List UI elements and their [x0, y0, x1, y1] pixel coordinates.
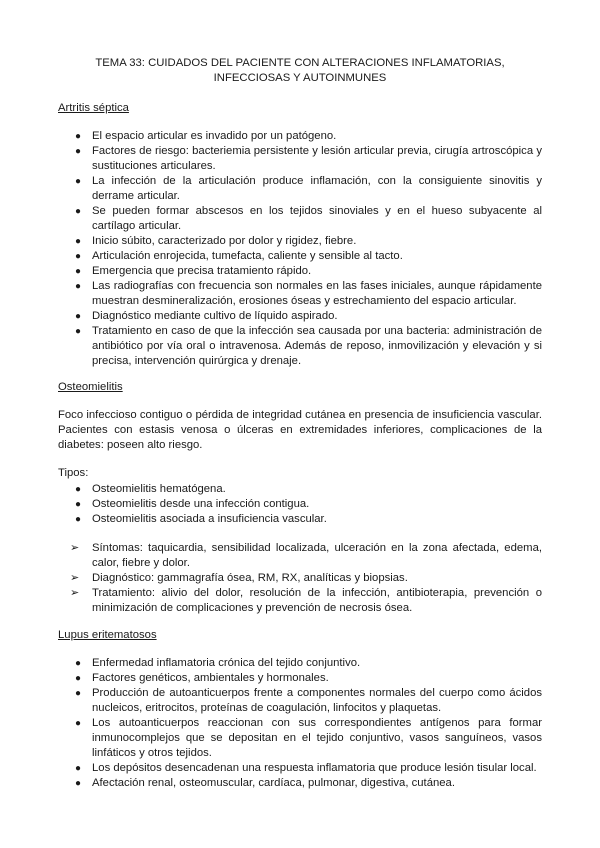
bullet-icon: ●	[75, 718, 82, 729]
bullet-icon: ●	[75, 484, 82, 495]
list-item: ● Los autoanticuerpos reaccionan con sus correspondientes antígenos para formar inmunocomplejos que se depositan en el tejido conjuntivo, vasos sanguíneos, vasos linfáticos y otros tejidos.	[75, 717, 542, 759]
bullet-icon: ●	[75, 236, 82, 247]
list-item: ● Diagnóstico mediante cultivo de líquido aspirado.	[75, 310, 338, 322]
list-item: ● Osteomielitis asociada a insuficiencia vascular.	[75, 513, 327, 525]
bullet-icon: ●	[75, 146, 82, 157]
tipos-label: Tipos:	[58, 467, 89, 479]
list-item: ● La infección de la articulación produce inflamación, con la consiguiente sinovitis y derrame articular.	[75, 175, 542, 202]
bullet-icon: ●	[75, 673, 82, 684]
list-item: ➢ Diagnóstico: gammagrafía ósea, RM, RX, analíticas y biopsias.	[70, 572, 408, 584]
bullet-icon: ●	[75, 176, 82, 187]
bullet-icon: ●	[75, 778, 82, 789]
bullet-icon: ●	[75, 688, 82, 699]
list-item: ● Osteomielitis hematógena.	[75, 483, 226, 495]
list-item: ● Factores de riesgo: bacteriemia persistente y lesión articular previa, cirugía artroscópica y sustituciones articulares.	[75, 145, 542, 172]
bullet-icon: ●	[75, 206, 82, 217]
bullet-icon: ●	[75, 763, 82, 774]
list-item: ● Inicio súbito, caracterizado por dolor y rigidez, fiebre.	[75, 235, 357, 247]
list-item: ● Afectación renal, osteomuscular, cardíaca, pulmonar, digestiva, cutánea.	[75, 777, 455, 789]
list-item: ● Tratamiento en caso de que la infección sea causada por una bacteria: administración de antibiótico por vía oral o intravenosa. Además de reposo, inmovilización y elevación y si precisa, intervención quirúrgica y drenaje.	[75, 325, 542, 367]
bullet-icon: ●	[75, 514, 82, 525]
bullet-icon: ●	[75, 131, 82, 142]
section-heading-artritis: Artritis séptica	[58, 102, 129, 114]
list-item: ➢ Síntomas: taquicardia, sensibilidad localizada, ulceración en la zona afectada, edema, calor, fiebre y dolor.	[70, 542, 542, 569]
osteomielitis-details	[58, 541, 542, 616]
bullet-icon: ●	[75, 251, 82, 262]
list-item: ● Producción de autoanticuerpos frente a componentes normales del cuerpo como ácidos nucleicos, eritrocitos, proteínas de coagulación, linfocitos y plaquetas.	[75, 687, 542, 714]
bullet-icon: ●	[75, 499, 82, 510]
list-item: ● Articulación enrojecida, tumefacta, caliente y sensible al tacto.	[75, 250, 403, 262]
list-item: ● El espacio articular es invadido por un patógeno.	[75, 130, 337, 142]
section-heading-lupus: Lupus eritematosos	[58, 629, 157, 641]
list-item: ● Emergencia que precisa tratamiento rápido.	[75, 265, 312, 277]
page-title: TEMA 33: CUIDADOS DEL PACIENTE CON ALTERACIONES INFLAMATORIAS, INFECCIOSAS Y AUTOINMUNES	[95, 57, 505, 84]
arrow-bullet-icon: ➢	[70, 542, 80, 554]
list-item: ● Enfermedad inflamatoria crónica del tejido conjuntivo.	[75, 657, 361, 669]
section-heading-osteomielitis: Osteomielitis	[58, 381, 123, 393]
list-item: ● Osteomielitis desde una infección contigua.	[75, 498, 310, 510]
arrow-bullet-icon: ➢	[70, 587, 80, 599]
list-item: ● Los depósitos desencadenan una respuesta inflamatoria que produce lesión tisular local.	[75, 762, 537, 774]
list-item: ➢ Tratamiento: alivio del dolor, resolución de la infección, antibioterapia, prevención o minimización de complicaciones y prevención de necrosis ósea.	[70, 587, 542, 614]
bullet-icon: ●	[75, 658, 82, 669]
artritis-list	[58, 129, 542, 369]
list-item: ● Las radiografías con frecuencia son normales en las fases iniciales, aunque rápidamente muestran desmineralización, erosiones óseas y estrechamiento del espacio articular.	[75, 280, 542, 307]
bullet-icon: ●	[75, 281, 82, 292]
bullet-icon: ●	[75, 266, 82, 277]
osteomielitis-intro: Foco infeccioso contiguo o pérdida de integridad cutánea en presencia de insuficiencia vascular. Pacientes con estasis venosa o úlceras en extremidades inferiores, complicaciones de la diabetes: poseen alto riesgo.	[58, 409, 542, 451]
bullet-icon: ●	[75, 326, 82, 337]
arrow-bullet-icon: ➢	[70, 572, 80, 584]
lupus-list	[58, 656, 542, 791]
tipos-list	[58, 482, 542, 527]
bullet-icon: ●	[75, 311, 82, 322]
list-item: ● Factores genéticos, ambientales y hormonales.	[75, 672, 329, 684]
list-item: ● Se pueden formar abscesos en los tejidos sinoviales y en el hueso subyacente al cartílago articular.	[75, 205, 542, 232]
